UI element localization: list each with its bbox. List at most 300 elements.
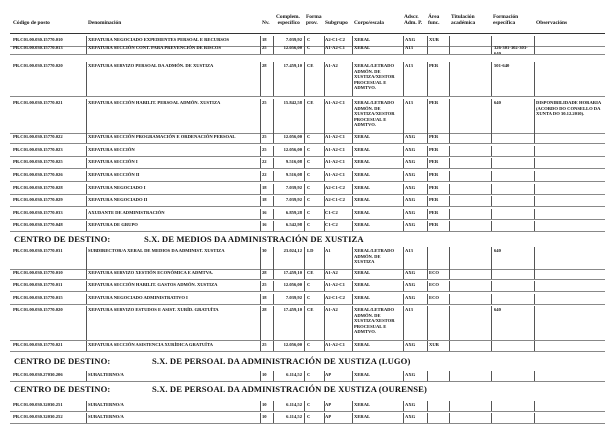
header-complem xyxy=(276,14,300,26)
centro-destino-label: CENTRO DE DESTINO: xyxy=(14,384,111,394)
table-row xyxy=(0,100,615,134)
cell-forma: CE xyxy=(307,270,314,275)
column-rule xyxy=(324,306,325,340)
column-rule xyxy=(86,281,87,291)
column-rule xyxy=(260,62,261,96)
column-rule xyxy=(352,371,353,381)
cell-area: PER xyxy=(429,222,439,227)
cell-forma: C xyxy=(307,342,311,347)
column-rule xyxy=(427,371,428,381)
column-rule xyxy=(449,196,450,206)
header-area-line1: Área xyxy=(428,14,440,20)
row-divider xyxy=(10,423,605,424)
cell-complem: 6.114,52 xyxy=(286,402,302,407)
cell-adscr: AXG xyxy=(405,282,416,287)
cell-area: XUR xyxy=(429,37,439,42)
column-rule xyxy=(260,247,261,269)
column-rule xyxy=(260,196,261,206)
centro-destino-label: CENTRO DE DESTINO: xyxy=(14,234,111,244)
column-rule xyxy=(304,269,305,279)
column-rule xyxy=(449,171,450,181)
cell-area: XUR xyxy=(429,342,439,347)
header-adscr xyxy=(404,14,422,26)
column-rule xyxy=(304,221,305,231)
column-rule xyxy=(534,294,535,304)
column-rule xyxy=(352,269,353,279)
cell-code: PR.C01.00.030.15770.013 xyxy=(13,45,63,50)
column-rule xyxy=(403,44,404,54)
cell-forma: C xyxy=(307,222,311,227)
cell-corpo: XERAL xyxy=(354,159,371,164)
cell-subgrupo: AP xyxy=(325,414,332,419)
cell-corpo: XERAL xyxy=(354,372,371,377)
centro-destino-heading xyxy=(14,384,604,396)
column-rule xyxy=(491,281,492,291)
column-rule xyxy=(352,99,353,133)
column-rule xyxy=(260,281,261,291)
header-titulacion-line2: académica xyxy=(451,20,476,26)
row-divider xyxy=(10,304,605,305)
column-rule xyxy=(427,44,428,54)
cell-denom: XEFATURA SECCIÓN HABILIT. GASTOS ADMÓN. XUSTIZA xyxy=(88,282,218,287)
column-rule xyxy=(304,371,305,381)
column-rule xyxy=(86,306,87,340)
column-rule xyxy=(491,62,492,96)
column-rule xyxy=(324,146,325,156)
column-rule xyxy=(427,341,428,351)
cell-forma: C xyxy=(307,197,311,202)
cell-observacions: DISPONIBILIDADE HORARIA (ACORDO DO CONSELLO DA XUNTA DO 30.12.2010). xyxy=(536,100,601,116)
cell-denom: XEFATURA SERVIZO PERSOAL DA ADMÓN. DE XUSTIZA xyxy=(88,63,214,68)
row-divider xyxy=(10,96,605,97)
cell-nv: 16 xyxy=(262,222,267,227)
cell-nv: 22 xyxy=(262,172,267,177)
column-rule xyxy=(534,133,535,143)
cell-area: ECO xyxy=(429,295,439,300)
column-rule xyxy=(491,184,492,194)
cell-denom: SUBALTERNO/A xyxy=(88,402,124,407)
column-rule xyxy=(352,221,353,231)
cell-forma: C xyxy=(307,372,311,377)
column-rule xyxy=(534,371,535,381)
header-divider xyxy=(10,33,605,34)
header-codigo: Código de posto xyxy=(13,20,50,26)
cell-nv: 25 xyxy=(262,147,267,152)
column-rule xyxy=(273,44,274,54)
column-rule xyxy=(491,99,492,133)
cell-area: PER xyxy=(429,185,439,190)
table-row xyxy=(0,63,615,97)
column-rule xyxy=(273,62,274,96)
column-rule xyxy=(352,44,353,54)
header-forma xyxy=(306,14,322,26)
header-area xyxy=(428,14,440,26)
cell-adscr: AXG xyxy=(405,185,416,190)
cell-subgrupo: A1-A2-C1 xyxy=(325,147,345,152)
column-rule xyxy=(324,171,325,181)
cell-nv: 28 xyxy=(262,63,267,68)
column-rule xyxy=(534,99,535,133)
column-rule xyxy=(324,401,325,411)
header-adscr-line2: Adm. P. xyxy=(404,20,423,26)
header-formacion xyxy=(493,14,518,26)
column-rule xyxy=(427,133,428,143)
cell-area: PER xyxy=(429,197,439,202)
cell-denom: SUBALTERNO/A xyxy=(88,372,124,377)
cell-nv: 10 xyxy=(262,372,267,377)
column-rule xyxy=(273,341,274,351)
centro-destino-value: S.X. DE MEDIOS DA ADMINISTRACIÓN DE XUSTIZA xyxy=(144,234,364,244)
cell-subgrupo: C1-C2 xyxy=(325,210,338,215)
cell-complem: 7.039,92 xyxy=(285,37,302,42)
cell-forma: C xyxy=(307,159,311,164)
column-rule xyxy=(273,269,274,279)
column-rule xyxy=(304,209,305,219)
column-rule xyxy=(534,184,535,194)
column-rule xyxy=(491,269,492,279)
column-rule xyxy=(273,371,274,381)
column-rule xyxy=(86,401,87,411)
cell-code: PR.C01.00.030.15770.022 xyxy=(13,134,63,139)
cell-corpo: XERAL xyxy=(354,402,371,407)
header-complem-line1: Complem. xyxy=(276,14,300,20)
cell-denom: XEFATURA SECCIÓN II xyxy=(88,172,140,177)
column-rule xyxy=(260,44,261,54)
column-rule xyxy=(449,62,450,96)
cell-complem: 12.056,00 xyxy=(283,45,302,50)
column-rule xyxy=(273,294,274,304)
cell-formacion: 501-640 xyxy=(494,63,510,68)
header-adscr-line1: Adscr. xyxy=(404,14,419,20)
column-rule xyxy=(403,209,404,219)
column-rule xyxy=(403,99,404,133)
centro-destino-heading xyxy=(14,356,604,368)
column-rule xyxy=(403,146,404,156)
column-rule xyxy=(304,247,305,269)
column-rule xyxy=(273,281,274,291)
column-rule xyxy=(534,221,535,231)
cell-complem: 15.842,58 xyxy=(283,100,302,105)
cell-denom: XEFATURA SECCIÓN xyxy=(88,147,135,152)
cell-forma: C xyxy=(307,295,311,300)
column-rule xyxy=(491,294,492,304)
cell-nv: 25 xyxy=(262,282,267,287)
cell-adscr: AXG xyxy=(405,270,416,275)
cell-code: PR.C01.00.030.15770.023 xyxy=(13,147,63,152)
cell-forma: C xyxy=(307,185,311,190)
column-rule xyxy=(427,196,428,206)
column-rule xyxy=(260,413,261,423)
cell-complem: 6.114,52 xyxy=(286,414,302,419)
cell-subgrupo: A2-C1-C2 xyxy=(325,185,345,190)
cell-code: PR.C01.00.030.15770.010 xyxy=(13,37,63,42)
cell-area: PER xyxy=(429,63,439,68)
cell-adscr: A13 xyxy=(405,63,413,68)
column-rule xyxy=(403,196,404,206)
centro-destino-value: S.X. DE PERSOAL DA ADMINISTRACIÓN DE XUSTIZA (OURENSE) xyxy=(152,384,427,394)
column-rule xyxy=(449,133,450,143)
column-rule xyxy=(534,171,535,181)
cell-denom: XEFATURA DE GRUPO xyxy=(88,222,138,227)
column-rule xyxy=(273,209,274,219)
column-rule xyxy=(273,158,274,168)
column-rule xyxy=(324,133,325,143)
cell-nv: 18 xyxy=(262,295,267,300)
cell-adscr: A13 xyxy=(405,100,413,105)
cell-code: PR.C01.00.030.15770.025 xyxy=(13,159,63,164)
cell-subgrupo: A1-A2 xyxy=(325,63,338,68)
cell-code: PR.C01.00.030.15770.015 xyxy=(13,295,63,300)
column-rule xyxy=(427,146,428,156)
cell-subgrupo: A1-A2 xyxy=(325,307,338,312)
column-rule xyxy=(304,294,305,304)
cell-subgrupo: A1-A2-C1 xyxy=(325,134,345,139)
column-rule xyxy=(86,44,87,54)
column-rule xyxy=(86,413,87,423)
cell-denom: XEFATURA SECCIÓN ASISTENCIA XURÍDICA GRATUÍTA xyxy=(88,342,213,347)
row-divider xyxy=(10,143,605,144)
column-rule xyxy=(86,371,87,381)
cell-denom: XEFATURA NEGOCIADO EXPEDIENTES PERSOAL E RECURSOS xyxy=(88,37,230,42)
column-rule xyxy=(427,99,428,133)
column-rule xyxy=(449,306,450,340)
column-rule xyxy=(352,306,353,340)
cell-complem: 23.024,12 xyxy=(283,248,302,253)
cell-forma: C xyxy=(307,37,311,42)
column-rule xyxy=(86,269,87,279)
cell-nv: 25 xyxy=(262,45,267,50)
column-rule xyxy=(324,209,325,219)
column-rule xyxy=(427,158,428,168)
column-rule xyxy=(449,247,450,269)
row-divider xyxy=(10,181,605,182)
column-rule xyxy=(86,294,87,304)
cell-denom: XEFATURA NEGOCIADO II xyxy=(88,197,148,202)
cell-denom: XEFATURA SECCIÓN I xyxy=(88,159,138,164)
column-rule xyxy=(273,247,274,269)
column-rule xyxy=(86,146,87,156)
column-rule xyxy=(491,401,492,411)
column-rule xyxy=(491,341,492,351)
cell-code: PR.C01.00.030.15770.021 xyxy=(13,100,63,105)
column-rule xyxy=(403,401,404,411)
column-rule xyxy=(534,281,535,291)
column-rule xyxy=(304,184,305,194)
column-rule xyxy=(86,209,87,219)
column-rule xyxy=(352,401,353,411)
column-rule xyxy=(304,171,305,181)
column-rule xyxy=(352,184,353,194)
column-rule xyxy=(86,247,87,269)
cell-area: PER xyxy=(429,134,439,139)
cell-corpo: XERAL/LETRADO ADMÓN. DE XUSTIZA xyxy=(354,248,395,264)
column-rule xyxy=(534,413,535,423)
cell-complem: 17.459,10 xyxy=(283,270,302,275)
cell-denom: XEFATURA NEGOCIADO I xyxy=(88,185,146,190)
column-rule xyxy=(324,196,325,206)
column-rule xyxy=(449,413,450,423)
column-rule xyxy=(491,158,492,168)
column-rule xyxy=(324,184,325,194)
column-rule xyxy=(534,247,535,269)
header-nv: Nv. xyxy=(262,20,270,26)
column-rule xyxy=(403,306,404,340)
column-rule xyxy=(491,413,492,423)
column-rule xyxy=(260,269,261,279)
column-rule xyxy=(273,221,274,231)
cell-complem: 6.542,98 xyxy=(285,222,302,227)
column-rule xyxy=(449,371,450,381)
header-forma-line1: Forma xyxy=(306,14,322,20)
row-divider xyxy=(10,194,605,195)
row-divider xyxy=(10,291,605,292)
column-rule xyxy=(273,146,274,156)
cell-complem: 7.039,92 xyxy=(285,197,302,202)
column-rule xyxy=(324,247,325,269)
column-rule xyxy=(534,401,535,411)
column-rule xyxy=(304,306,305,340)
column-rule xyxy=(534,146,535,156)
cell-corpo: XERAL xyxy=(354,342,371,347)
cell-adscr: AXG xyxy=(405,172,416,177)
column-rule xyxy=(304,62,305,96)
column-rule xyxy=(273,306,274,340)
column-rule xyxy=(324,99,325,133)
cell-formacion: 326-301-302-303-640 xyxy=(494,45,528,56)
cell-nv: 30 xyxy=(262,248,267,253)
column-rule xyxy=(534,44,535,54)
column-rule xyxy=(304,413,305,423)
cell-formacion: 640 xyxy=(494,248,501,253)
cell-denom: XEFATURA NEGOCIADO ADMINISTRATIVO I xyxy=(88,295,188,300)
cell-adscr: AXG xyxy=(405,37,416,42)
cell-code: PR.C01.00.030.15770.031 xyxy=(13,248,63,253)
column-rule xyxy=(534,158,535,168)
cell-forma: C xyxy=(307,210,311,215)
column-rule xyxy=(403,247,404,269)
header-formacion-line1: Formación xyxy=(493,14,519,20)
cell-denom: XEFATURA SERVIZO XESTIÓN ECONÓMICA E ADMTVA. xyxy=(88,270,213,275)
column-rule xyxy=(491,371,492,381)
cell-subgrupo: A1-A2 xyxy=(325,270,338,275)
column-rule xyxy=(324,341,325,351)
column-rule xyxy=(86,158,87,168)
cell-corpo: XERAL xyxy=(354,270,371,275)
cell-nv: 16 xyxy=(262,210,267,215)
cell-adscr: A13 xyxy=(405,248,413,253)
column-rule xyxy=(304,146,305,156)
header-area-line2: func. xyxy=(428,20,440,26)
column-rule xyxy=(427,209,428,219)
column-rule xyxy=(491,221,492,231)
column-rule xyxy=(86,221,87,231)
column-rule xyxy=(427,294,428,304)
cell-subgrupo: A2-C1-C2 xyxy=(325,197,345,202)
cell-forma: C xyxy=(307,414,311,419)
column-rule xyxy=(403,371,404,381)
column-rule xyxy=(491,146,492,156)
column-rule xyxy=(534,269,535,279)
column-rule xyxy=(86,184,87,194)
column-rule xyxy=(491,306,492,340)
column-rule xyxy=(403,413,404,423)
cell-subgrupo: A1-A2-C1 xyxy=(325,159,345,164)
column-rule xyxy=(534,341,535,351)
row-divider xyxy=(10,54,605,55)
cell-code: PR.C01.00.030.15770.011 xyxy=(13,282,63,287)
column-rule xyxy=(260,133,261,143)
column-rule xyxy=(352,158,353,168)
cell-complem: 7.039,92 xyxy=(285,185,302,190)
cell-nv: 25 xyxy=(262,100,267,105)
cell-denom: XEFATURA SECCIÓN HABILIT. PERSOAL ADMÓN. XUSTIZA xyxy=(88,100,221,105)
cell-complem: 12.056,00 xyxy=(283,342,302,347)
cell-area: ECO xyxy=(429,270,439,275)
row-divider xyxy=(10,381,605,382)
column-rule xyxy=(304,281,305,291)
column-rule xyxy=(86,133,87,143)
cell-corpo: XERAL xyxy=(354,222,371,227)
cell-complem: 12.056,00 xyxy=(283,282,302,287)
cell-adscr: A13 xyxy=(405,45,413,50)
cell-adscr: AXG xyxy=(405,342,416,347)
column-rule xyxy=(427,281,428,291)
cell-subgrupo: A1 xyxy=(325,248,331,253)
column-rule xyxy=(324,371,325,381)
table-row xyxy=(0,307,615,341)
column-rule xyxy=(352,281,353,291)
cell-adscr: AXG xyxy=(405,372,416,377)
cell-complem: 12.056,00 xyxy=(283,134,302,139)
cell-forma: CE xyxy=(307,100,314,105)
cell-area: PER xyxy=(429,147,439,152)
cell-adscr: AXG xyxy=(405,402,416,407)
cell-subgrupo: C1-C2 xyxy=(325,222,338,227)
cell-complem: 6.114,52 xyxy=(286,372,302,377)
column-rule xyxy=(260,146,261,156)
column-rule xyxy=(304,158,305,168)
header-formacion-line2: específica xyxy=(493,20,516,26)
cell-code: PR.C01.00.030.15770.020 xyxy=(13,63,63,68)
column-rule xyxy=(403,184,404,194)
cell-nv: 25 xyxy=(262,134,267,139)
cell-code: PR.C01.00.030.15770.021 xyxy=(13,342,63,347)
column-rule xyxy=(491,196,492,206)
cell-nv: 18 xyxy=(262,37,267,42)
cell-corpo: XERAL xyxy=(354,37,371,42)
row-divider xyxy=(10,340,605,341)
row-divider xyxy=(10,219,605,220)
column-rule xyxy=(260,341,261,351)
column-rule xyxy=(403,294,404,304)
cell-corpo: XERAL xyxy=(354,147,371,152)
cell-adscr: AXG xyxy=(405,210,416,215)
cell-nv: 18 xyxy=(262,185,267,190)
cell-complem: 17.459,10 xyxy=(283,63,302,68)
column-rule xyxy=(260,306,261,340)
cell-code: PR.C01.00.030.15770.020 xyxy=(13,307,63,312)
column-rule xyxy=(260,158,261,168)
header-complem-line2: específico xyxy=(277,20,300,26)
column-rule xyxy=(403,341,404,351)
cell-corpo: XERAL/LETRADO ADMÓN. DE XUSTIZA/XESTOR PROCESUAL E ADMTVO. xyxy=(354,100,395,127)
cell-corpo: XERAL xyxy=(354,282,371,287)
column-rule xyxy=(491,133,492,143)
column-rule xyxy=(304,44,305,54)
column-rule xyxy=(260,99,261,133)
column-rule xyxy=(304,401,305,411)
cell-denom: SUBALTERNO/A xyxy=(88,414,124,419)
